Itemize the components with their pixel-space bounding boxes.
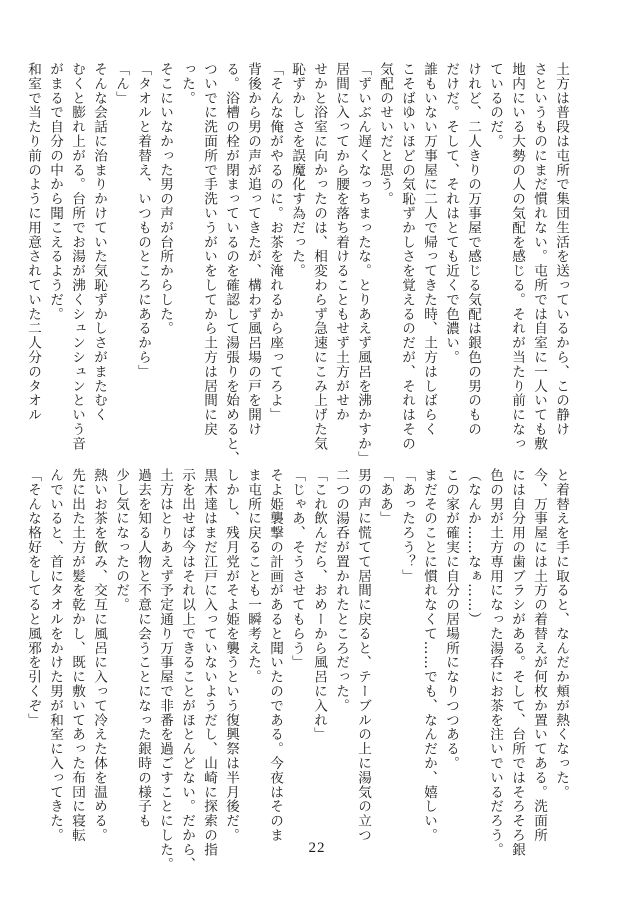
text-line: 「じゃあ、そうさせてもらう」 <box>289 468 305 670</box>
text-line: まだそのことに慣れなくて……でも、なんだか、嬉しい。 <box>421 468 437 843</box>
text-line: こそばゆいほどの気恥ずかしさを覚えるのだが、それはその <box>399 62 415 451</box>
text-line: そこにいなかった男の声が台所からした。 <box>157 62 173 336</box>
text-line: 男の声に慌てて居間に戻ると、テーブルの上に湯気の立つ <box>355 468 371 843</box>
text-line: には自分用の歯ブラシがある。そして、台所ではそろそろ銀 <box>509 468 525 857</box>
text-line: ているのだ。 <box>487 62 503 149</box>
text-line: しかし、残月党がそよ姫を襲うという復興祭は半月後だ。 <box>223 468 239 843</box>
text-line: 示を出せば今はそれ以上できることがほとんどない。だから、 <box>179 468 195 872</box>
text-line: 居間に入ってから腰を落ち着けることもせず土方がせか <box>333 62 349 422</box>
text-line: 先に出た土方が髪を乾かし、既に敷いてあった布団に寝転 <box>69 468 85 843</box>
text-line: 「タオルと着替え、いつものところにあるから」 <box>135 62 151 379</box>
text-line: ま屯所に戻ることも一瞬考えた。 <box>245 468 261 684</box>
text-line: った。 <box>179 62 195 106</box>
text-line: そんな会話に治まりかけていた気恥ずかしさがまたむく <box>91 62 107 422</box>
text-line: 少し気になったのだ。 <box>113 468 129 612</box>
text-line: （なんか……なぁ……） <box>465 468 481 627</box>
text-line: 過去を知る人物と不意に会うことになった銀時の様子も <box>135 468 151 828</box>
text-line: 和室で当たり前のように用意されていた二人分のタオル <box>25 62 41 422</box>
text-line: 恥ずかしさを誤魔化す為だった。 <box>289 62 305 278</box>
text-line: 地内にいる大勢の人の気配を感じる。それが当たり前になっ <box>509 62 525 451</box>
text-line: 今、万事屋には土方の着替えが何枚か置いてある。洗面所 <box>531 468 547 843</box>
text-line: と着替えを手に取ると、なんだか頬が熱くなった。 <box>553 468 569 800</box>
text-line: この家が確実に自分の居場所になりつつある。 <box>443 468 459 771</box>
text-line: 「ん」 <box>113 62 129 106</box>
text-line: 「これ飲んだら、おめーから風呂に入れ」 <box>311 468 327 742</box>
text-line: そよ姫襲撃の計画があると聞いたのである。今夜はそのま <box>267 468 283 843</box>
text-line: 色の男が土方専用になった湯呑にお茶を注いでいるだろう。 <box>487 468 503 857</box>
text-line: がまるで自分の中から聞こえるようだ。 <box>47 62 63 322</box>
text-block-top <box>25 62 572 466</box>
text-line: 「ああ」 <box>377 468 393 526</box>
text-line: 背後から男の声が追ってきたが、構わず風呂場の戸を開け <box>245 62 261 437</box>
text-line: 二つの湯呑が置かれたところだった。 <box>333 468 349 713</box>
text-line: さというものにまだ慣れない。屯所では自室に一人いても敷 <box>531 62 547 451</box>
text-line: けれど、二人きりの万事屋で感じる気配は銀色の男のもの <box>465 62 481 437</box>
text-line: 「そんな俺がやるのに。お茶を淹れるから座ってろよ」 <box>267 62 283 422</box>
text-line: 土方は普段は屯所で集団生活を送っているから、この静け <box>553 62 569 437</box>
text-line: ついでに洗面所で手洗いうがいをしてから土方は居間に戻 <box>201 62 217 437</box>
text-line: 「あったろう？」 <box>399 468 415 584</box>
text-line: 「ずいぶん遅くなっちまったな。とりあえず風呂を沸かすか」 <box>355 62 371 466</box>
text-line: 「そんな格好をしてると風邪を引くぞ」 <box>25 468 41 728</box>
text-line: 土方はとりあえず予定通り万事屋で非番を過ごすことにした。 <box>157 468 173 872</box>
text-line: せかと浴室に向かったのは、相変わらず急速にこみ上げた気 <box>311 62 327 451</box>
text-line: むくと膨れ上がる。台所でお湯が沸くシュンシュンという音 <box>69 62 85 451</box>
text-line: る。浴槽の栓が閉まっているのを確認して湯張りを始めると、 <box>223 62 239 466</box>
text-line: 誰もいない万事屋に二人で帰ってきた時、土方はしばらく <box>421 62 437 437</box>
text-line: 気配のせいだと思う。 <box>377 62 393 206</box>
text-line: 黒木達はまだ江戸に入っていないようだし、山崎に探索の指 <box>201 468 217 857</box>
text-line: だけだ。そして、それはとても近くで色濃い。 <box>443 62 459 365</box>
text-line: んでいると、首にタオルをかけた男が和室に入ってきた。 <box>47 468 63 843</box>
text-line: 熱いお茶を飲み、交互に風呂に入って冷えた体を温める。 <box>91 468 107 843</box>
page-number: 22 <box>308 840 326 856</box>
